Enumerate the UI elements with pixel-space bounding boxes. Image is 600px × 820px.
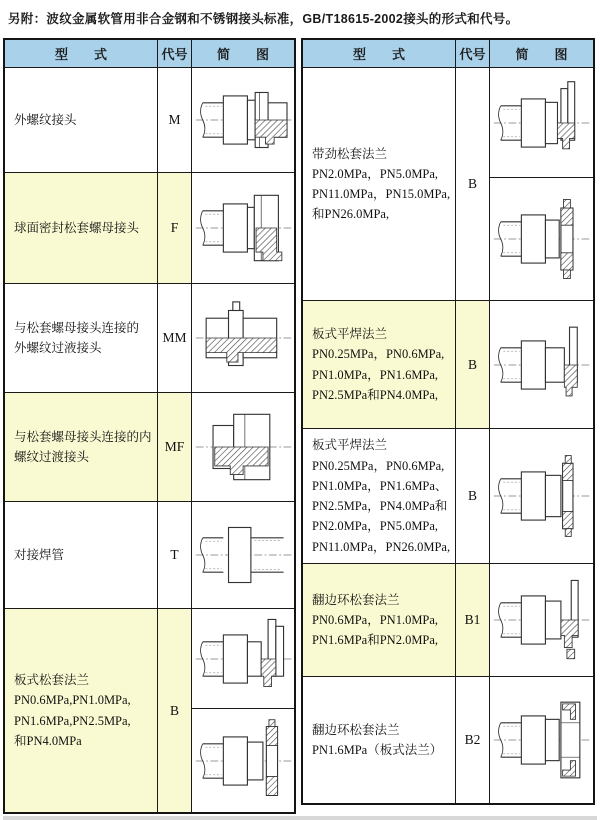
- fitting-type-line: 带劲松套法兰: [312, 146, 388, 161]
- fitting-type-line: 翻边环松套法兰: [312, 722, 400, 737]
- fitting-code-cell: B: [456, 429, 490, 564]
- table-row: [4, 68, 295, 173]
- fittings-table-right: [301, 38, 595, 805]
- fittings-table-left: [3, 38, 296, 814]
- fitting-type-line: 与松套螺母接头连接的内: [14, 429, 152, 444]
- fitting-code-cell: B: [456, 301, 490, 429]
- table-row: [4, 173, 295, 284]
- fitting-type-cell: [302, 429, 456, 564]
- fitting-type-line: 与松套螺母接头连接的: [14, 320, 140, 335]
- flange-weld-a-diagram: [490, 322, 594, 408]
- flange-neck-a-diagram: [490, 80, 594, 166]
- fitting-type-line: PN0.6MPa，PN1.0MPa,: [312, 612, 439, 627]
- flange-weld-b-diagram: [490, 453, 594, 539]
- fitting-type-line: PN2.0MPa，PN5.0MPa,: [312, 166, 439, 181]
- table-row: [302, 564, 594, 677]
- fitting-type-line: 和PN26.0MPa,: [312, 207, 390, 222]
- fitting-code-cell: B: [158, 609, 192, 814]
- fitting-code-cell: T: [158, 502, 192, 609]
- fitting-type-cell: [302, 301, 456, 429]
- fitting-code-cell: B2: [456, 677, 490, 805]
- table-row: [4, 502, 295, 609]
- fitting-type-line: 和PN4.0MPa: [14, 733, 82, 748]
- fitting-type-line: 外螺纹接头: [14, 112, 77, 127]
- column-header-code: 代号: [158, 39, 192, 68]
- fitting-diagram-cell: [192, 68, 296, 173]
- fitting-type-line: 对接焊管: [14, 547, 65, 562]
- table-row: [302, 301, 594, 429]
- flange-plate-b-diagram: [192, 718, 296, 804]
- table-row: [302, 677, 594, 805]
- fitting-type-cell: [302, 564, 456, 677]
- fitting-type-cell: [302, 677, 456, 805]
- fitting-type-cell: [4, 609, 158, 814]
- table-row: [4, 393, 295, 502]
- fitting-type-line: PN0.6MPa,PN1.0MPa,: [14, 693, 131, 708]
- fitting-diagram-cell: [490, 301, 595, 429]
- table-row: [4, 609, 295, 709]
- fitting-diagram-cell: [490, 677, 595, 805]
- fitting-diagram-cell: [192, 709, 296, 814]
- fitting-type-line: PN11.0MPa，PN15.0MPa,: [312, 187, 451, 201]
- column-header-code: 代号: [456, 39, 490, 68]
- flange-b1-diagram: [490, 577, 594, 663]
- fitting-type-line: PN2.0MPa，PN5.0MPa,: [312, 519, 439, 534]
- fitting-type-line: PN1.6MPa,PN2.5MPa,: [14, 713, 131, 728]
- male-thread-diagram: [192, 77, 296, 163]
- fitting-type-line: 板式平焊法兰: [312, 327, 388, 341]
- fitting-type-cell: [4, 173, 158, 284]
- male-female-diagram: [192, 404, 296, 490]
- fitting-type-line: 翻边环松套法兰: [312, 592, 400, 607]
- fitting-diagram-cell: [490, 178, 595, 301]
- table-header-row: [302, 39, 594, 68]
- fitting-diagram-cell: [490, 68, 595, 178]
- union-nut-diagram: [192, 185, 296, 271]
- tables-container: [3, 38, 597, 814]
- page-bottom-strip: [3, 816, 597, 820]
- fitting-type-line: PN0.25MPa，PN0.6MPa,: [312, 458, 445, 473]
- fitting-type-line: PN0.25MPa，PN0.6MPa,: [312, 347, 445, 362]
- fitting-code-cell: B1: [456, 564, 490, 677]
- fitting-diagram-cell: [192, 284, 296, 393]
- fitting-type-line: 球面密封松套螺母接头: [14, 220, 140, 235]
- fitting-type-cell: [4, 284, 158, 393]
- fitting-diagram-cell: [490, 429, 595, 564]
- fitting-type-line: 螺纹过渡接头: [14, 450, 90, 464]
- fitting-diagram-cell: [192, 609, 296, 709]
- table-header-row: [4, 39, 295, 68]
- butt-weld-diagram: [192, 512, 296, 598]
- fitting-type-line: PN11.0MPa，PN26.0MPa,: [312, 539, 451, 554]
- column-header-diagram: 简 图: [490, 39, 595, 68]
- fitting-type-line: 板式平焊法兰: [312, 438, 388, 453]
- fitting-type-line: PN1.6MPa和PN2.0MPa,: [312, 633, 439, 648]
- fitting-code-cell: F: [158, 173, 192, 284]
- column-header-type: 型 式: [4, 39, 158, 68]
- fitting-type-line: PN1.6MPa（板式法兰）: [312, 743, 443, 757]
- flange-neck-b-diagram: [490, 196, 594, 282]
- fitting-diagram-cell: [192, 502, 296, 609]
- table-row: [302, 429, 594, 564]
- fitting-type-line: PN2.5MPa和PN4.0MPa,: [312, 387, 439, 402]
- fitting-code-cell: MM: [158, 284, 192, 393]
- fitting-diagram-cell: [192, 173, 296, 284]
- double-male-diagram: [192, 295, 296, 381]
- flange-b2-diagram: [490, 697, 594, 783]
- fitting-type-line: 板式松套法兰: [14, 673, 90, 687]
- fitting-type-line: 外螺纹过液接头: [14, 341, 102, 355]
- document-title: 另附：波纹金属软管用非合金钢和不锈钢接头标准，GB/T18615-2002接头的形式和代号。: [8, 12, 519, 26]
- flange-plate-a-diagram: [192, 616, 296, 702]
- column-header-diagram: 简 图: [192, 39, 296, 68]
- fitting-type-cell: [4, 393, 158, 502]
- fitting-diagram-cell: [490, 564, 595, 677]
- table-row: [4, 284, 295, 393]
- fitting-type-line: PN1.0MPa，PN1.6MPa、: [312, 478, 448, 493]
- fitting-code-cell: B: [456, 68, 490, 301]
- fitting-code-cell: MF: [158, 393, 192, 502]
- fitting-diagram-cell: [192, 393, 296, 502]
- fitting-type-line: PN1.0MPa，PN1.6MPa,: [312, 367, 439, 382]
- fitting-code-cell: M: [158, 68, 192, 173]
- fitting-type-cell: [302, 68, 456, 301]
- table-row: [302, 68, 594, 178]
- fitting-type-cell: [4, 502, 158, 609]
- fitting-type-cell: [4, 68, 158, 173]
- column-header-type: 型 式: [302, 39, 456, 68]
- fitting-type-line: PN2.5MPa，PN4.0MPa和: [312, 499, 448, 513]
